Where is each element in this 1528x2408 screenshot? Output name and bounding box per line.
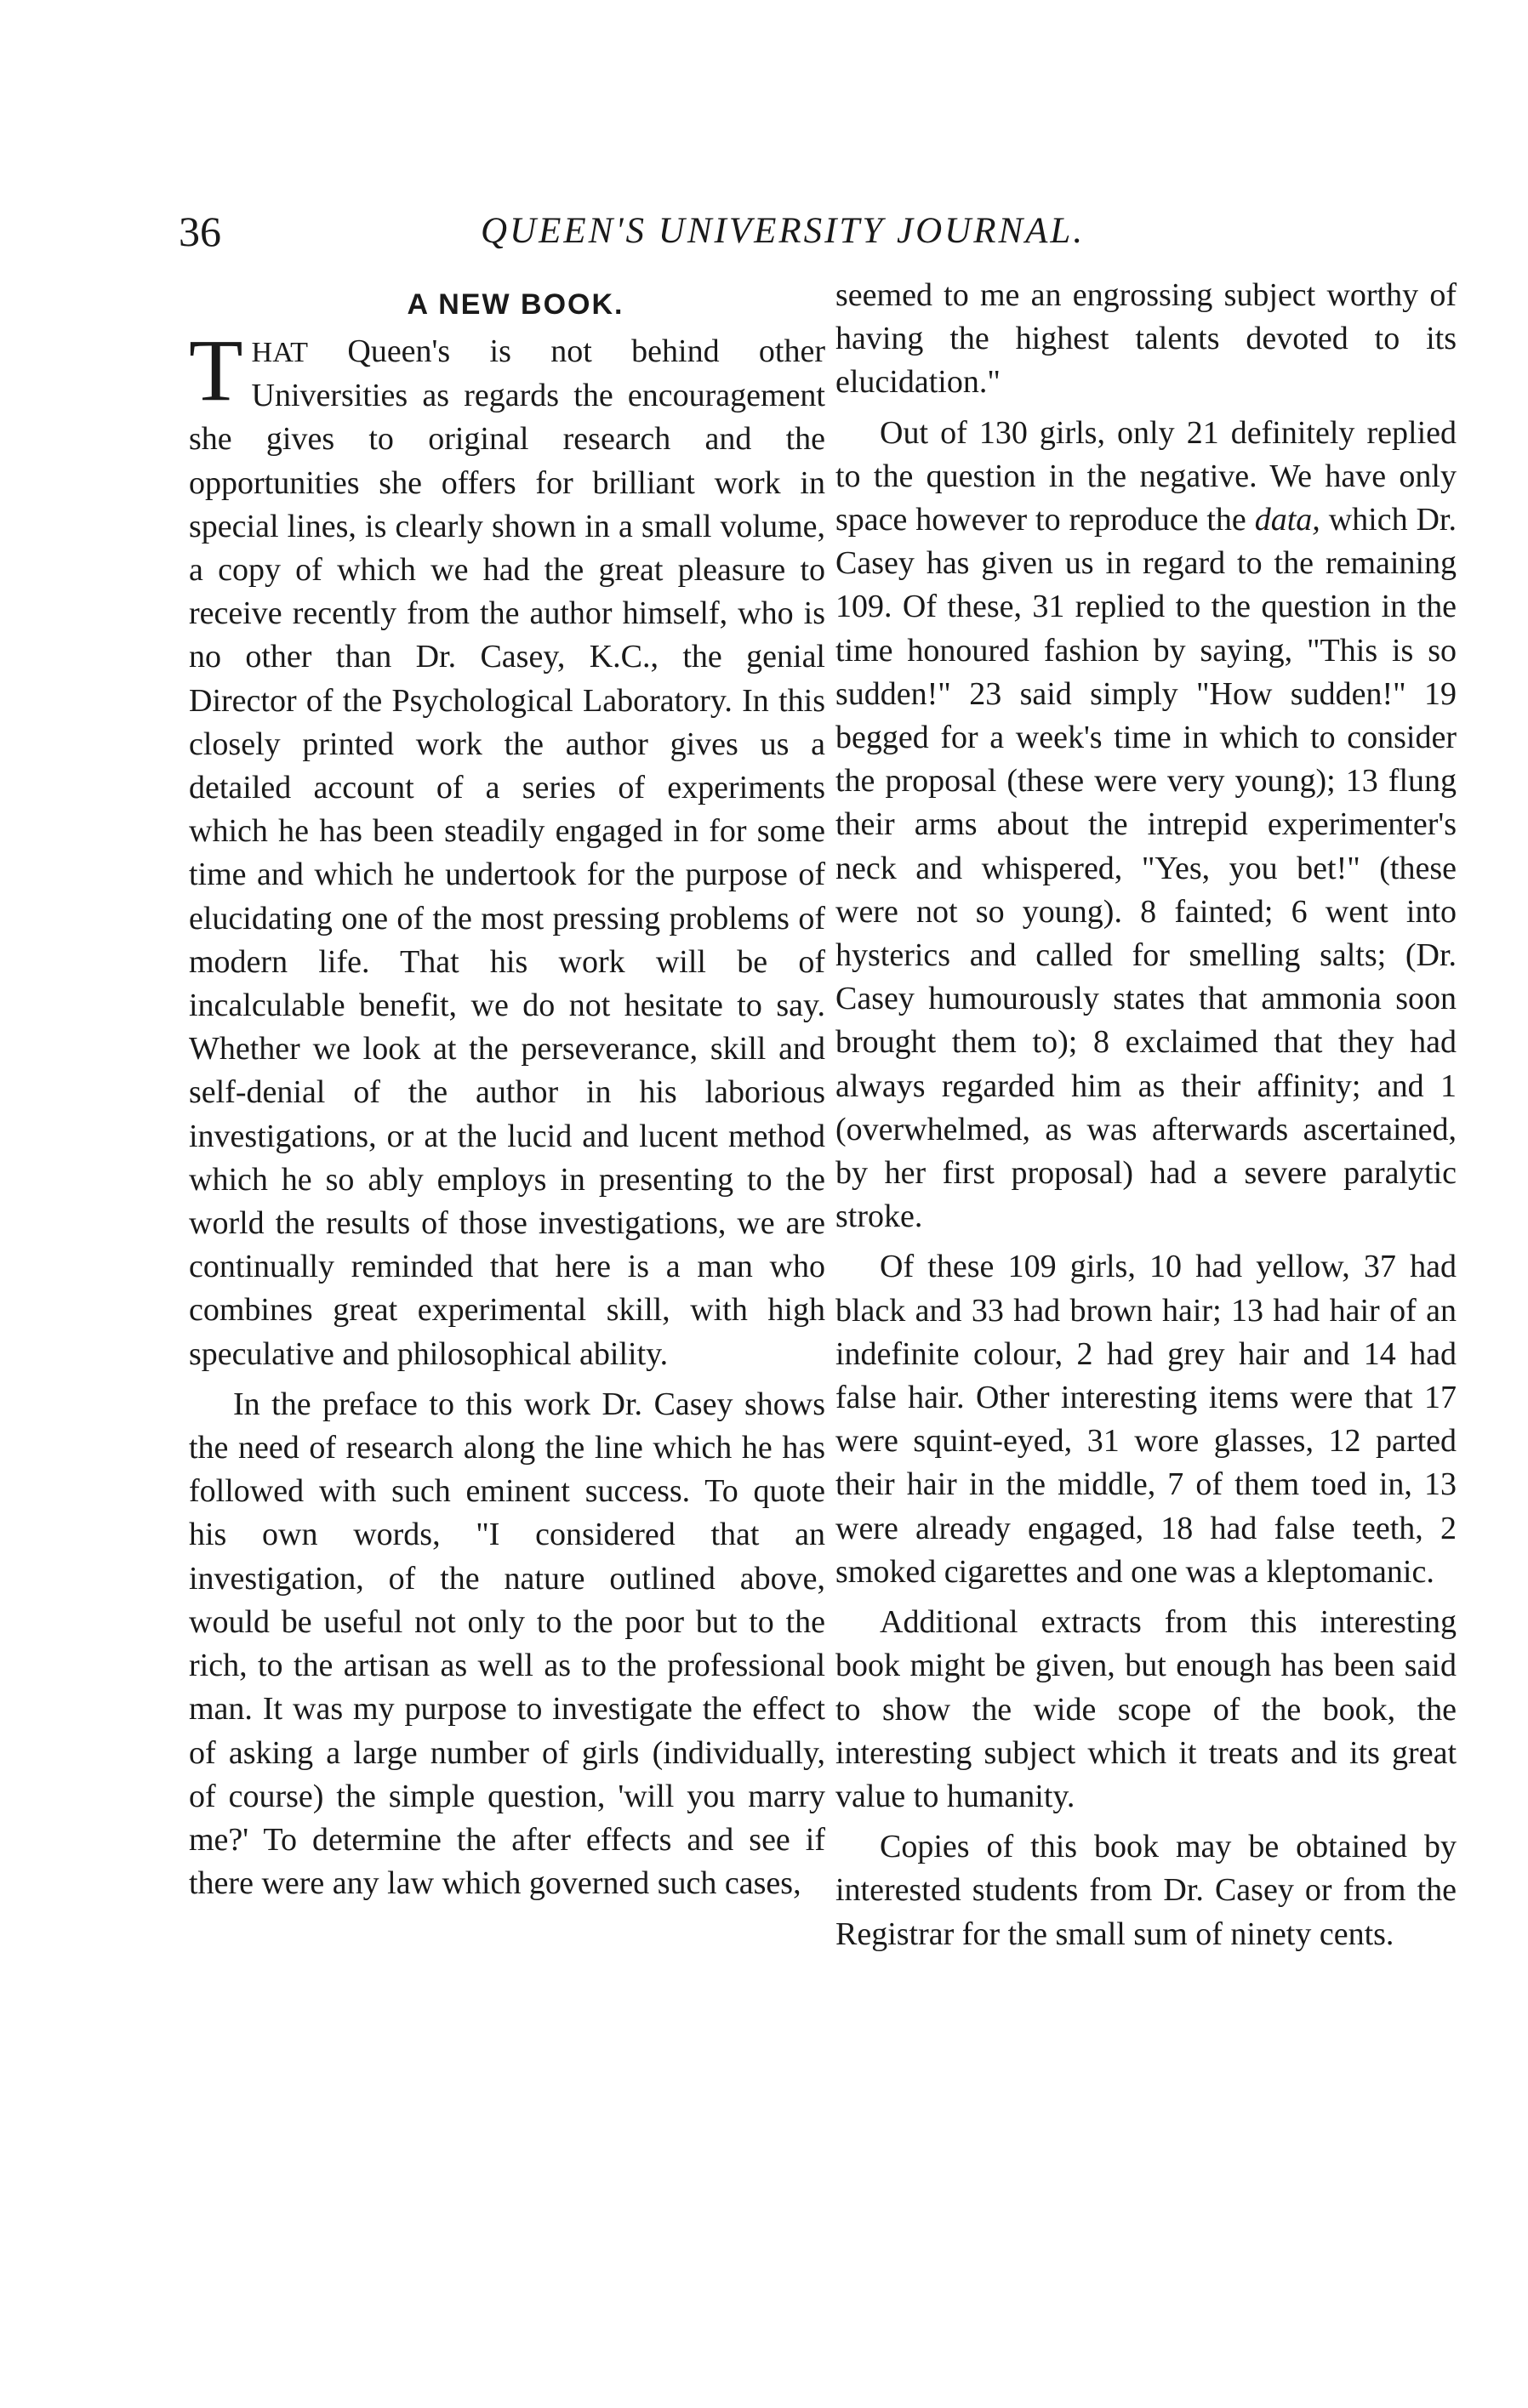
paragraph-results <box>835 412 1457 1239</box>
journal-title: QUEEN'S UNIVERSITY JOURNAL. <box>481 211 1086 251</box>
paragraph-intro <box>189 322 826 1376</box>
paragraph-preface-continued: seemed to me an engrossing subject worthy of having the highest talents devoted to its elucidation." <box>835 277 1457 401</box>
first-word: HAT <box>251 337 309 368</box>
paragraph-hair: Of these 109 girls, 10 had yellow, 37 had black and 33 had brown hair; 13 had hair of an indefinite colour, 2 had grey hair and 14 had false hair. Other interesting items were that 17 were squint-eyed, 31 wore glasses, 12 parted their hair in the middle, 7 of them toed in, 13 were already engaged, 18 had false teeth, 2 smoked cigarettes and one was a kleptomanic. <box>835 1249 1457 1590</box>
page-number: 36 <box>179 208 221 255</box>
data-italic: data, <box>1254 502 1320 538</box>
paragraph-preface: In the preface to this work Dr. Casey shows the need of research along the line which he has followed with such eminent success. To quote his own words, "I considered that an investigation, of the nature outlined above, would be useful not only to the poor but to the rich, to the artisan as well as to the professional man. It was my purpose to investigate the effect of asking a large number of girls (individually, of course) the simple question, 'will you marry me?' To determine the after effects and see if there were any law which governed such cases, <box>189 1386 825 1902</box>
drop-cap: T <box>189 322 243 419</box>
paragraph-extracts: Additional extracts from this interesting book might be given, but enough has been said to show the wide scope of the book, the interesting subject which it treats and its great value to humanity. <box>835 1604 1457 1814</box>
left-column <box>189 279 825 1905</box>
article-heading: A NEW BOOK. <box>407 288 624 321</box>
page-header <box>179 197 1319 265</box>
right-column <box>835 274 1457 1956</box>
paragraph-copies: Copies of this book may be obtained by interested students from Dr. Casey or from the Registrar for the small sum of ninety cents. <box>835 1829 1457 1952</box>
paragraph-intro-text: Queen's is not behind other Universities as regards the encouragement she gives to original research and the opportunities she offers for brilliant work in special lines, is clearly shown in a small volume, a copy of which we had the great pleasure to receive recently from the author himself, who is no other than Dr. Casey, K.C., the genial Director of the Psychological Laboratory. In this closely printed work the author gives us a detailed account of a series of experiments which he has been steadily engaged in for some time and which he undertook for the purpose of elucidating one of the most pressing problems of modern life. That his work will be of incalculable benefit, we do not hesitate to say. Whether we look at the perseverance, skill and self-denial of the author in his laborious investigations, or at the lucid and lucent method which he so ably employs in presenting to the world the results of those investigations, we are continually reminded that here is a man who combines great experimental skill, with high speculative and philosophical ability. <box>189 333 826 1372</box>
paragraph-results-rest: which Dr. Casey has given us in regard to the remaining 109. Of these, 31 replied to the question in the time honoured fashion by saying, "This is so sudden!" 23 said simply "How sudden!" 19 begged for a week's time in which to consider the proposal (these were very young); 13 flung their arms about the intrepid experimenter's neck and whispered, "Yes, you bet!" (these were not so young). 8 fainted; 6 went into hysterics and called for smelling salts; (Dr. Casey humourously states that ammonia soon brought them to); 8 exclaimed that they had always regarded him as their affinity; and 1 (overwhelmed, as was afterwards ascertained, by her first proposal) had a severe paralytic stroke. <box>835 502 1457 1235</box>
paragraph-results-start: Out of 130 girls, only 21 definitely replied to the question in the negative. We have only space however to reproduce the <box>835 414 1457 538</box>
